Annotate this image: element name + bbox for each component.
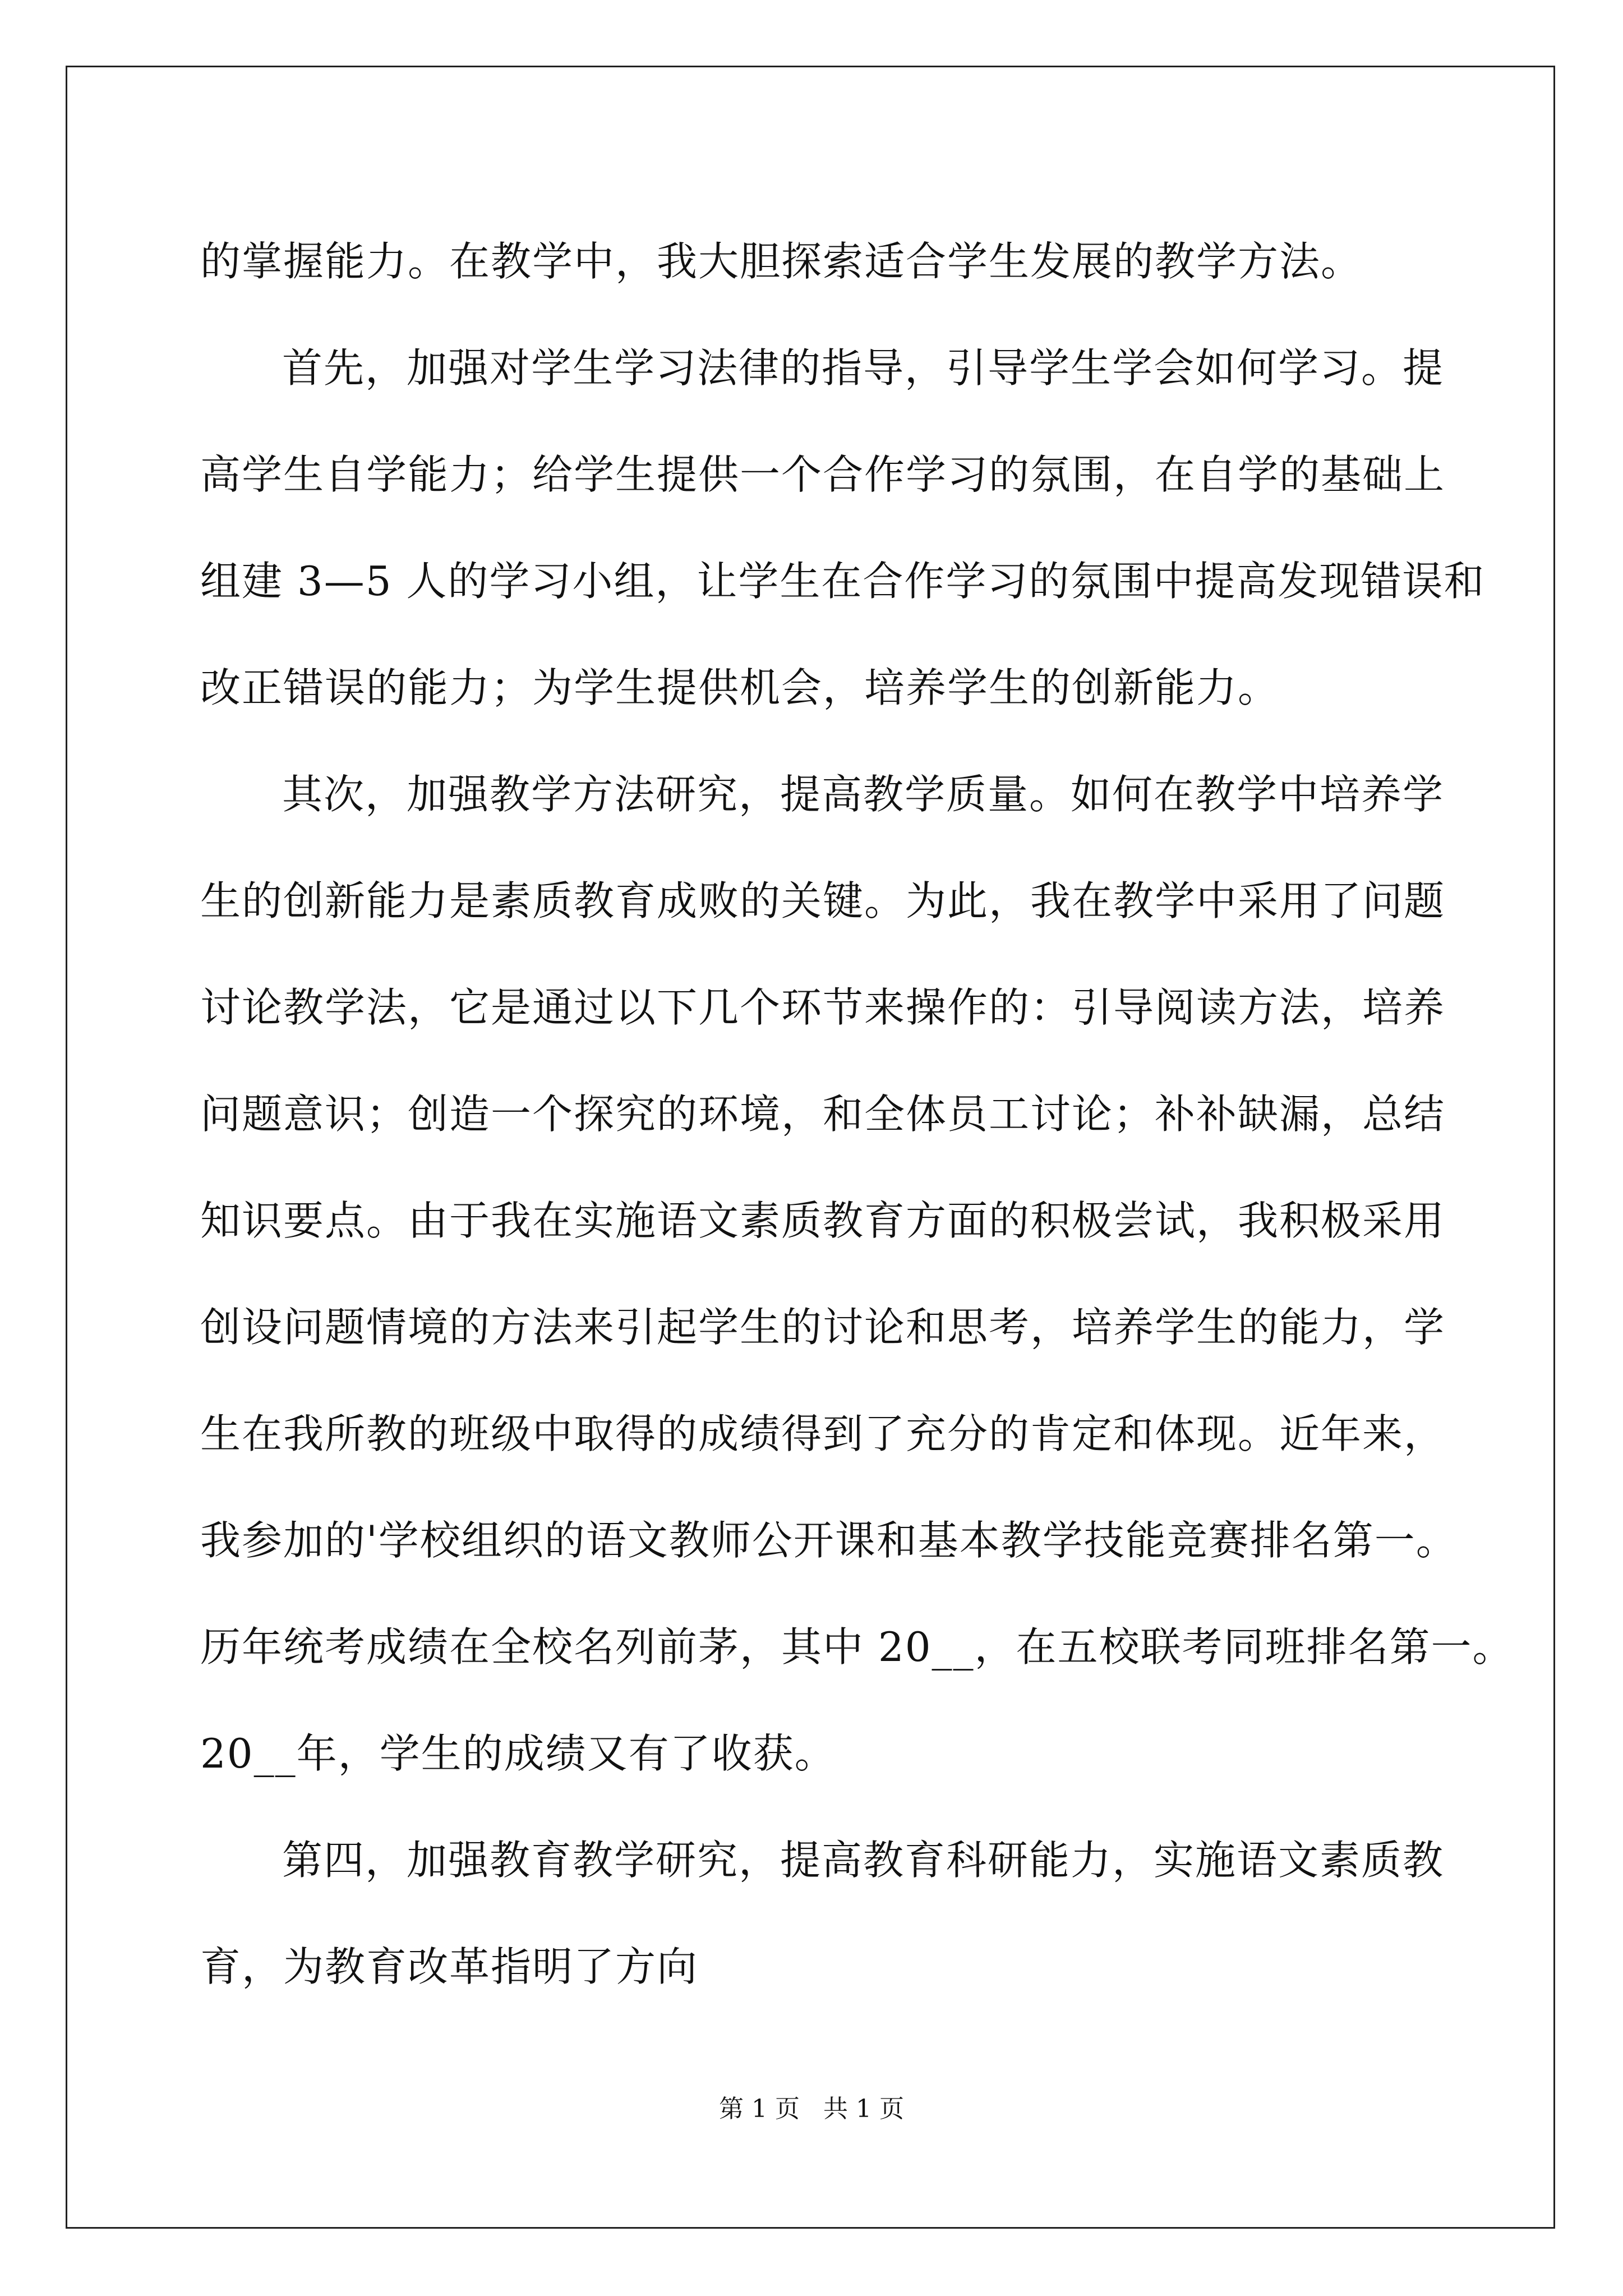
text-line: 我参加的'学校组织的语文教师公开课和基本教学技能竞赛排名第一。 <box>200 1517 1458 1564</box>
text-line: 改正错误的能力；为学生提供机会，培养学生的创新能力。 <box>200 664 1280 711</box>
text-line: 第四，加强教育教学研究，提高教育科研能力，实施语文素质教 <box>282 1837 1445 1884</box>
text-line: 育，为教育改革指明了方向 <box>200 1943 699 1990</box>
text-line: 组建 3—5 人的学习小组，让学生在合作学习的氛围中提高发现错误和 <box>200 558 1486 605</box>
text-line: 的掌握能力。在教学中，我大胆探索适合学生发展的教学方法。 <box>200 238 1363 285</box>
text-line: 知识要点。由于我在实施语文素质教育方面的积极尝试，我积极采用 <box>200 1197 1446 1244</box>
text-line: 其次，加强教学方法研究，提高教学质量。如何在教学中培养学 <box>282 771 1445 818</box>
text-line: 首先，加强对学生学习法律的指导，引导学生学会如何学习。提 <box>282 344 1445 392</box>
text-line: 历年统考成绩在全校名列前茅，其中 20__，在五校联考同班排名第一。 <box>200 1623 1514 1671</box>
text-line: 高学生自学能力；给学生提供一个合作学习的氛围，在自学的基础上 <box>200 451 1446 498</box>
text-line: 问题意识；创造一个探究的环境，和全体员工讨论；补补缺漏，总结 <box>200 1091 1446 1138</box>
text-line: 生的创新能力是素质教育成败的关键。为此，我在教学中采用了问题 <box>200 877 1446 924</box>
page-footer: 第 1 页 共 1 页 <box>719 2095 904 2123</box>
document-body <box>200 208 1514 2020</box>
text-line: 20__年，学生的成绩又有了收获。 <box>200 1730 836 1777</box>
text-line: 生在我所教的班级中取得的成绩得到了充分的肯定和体现。近年来， <box>200 1410 1446 1457</box>
text-line: 讨论教学法，它是通过以下几个环节来操作的：引导阅读方法，培养 <box>200 984 1446 1031</box>
text-line: 创设问题情境的方法来引起学生的讨论和思考，培养学生的能力，学 <box>200 1304 1446 1351</box>
